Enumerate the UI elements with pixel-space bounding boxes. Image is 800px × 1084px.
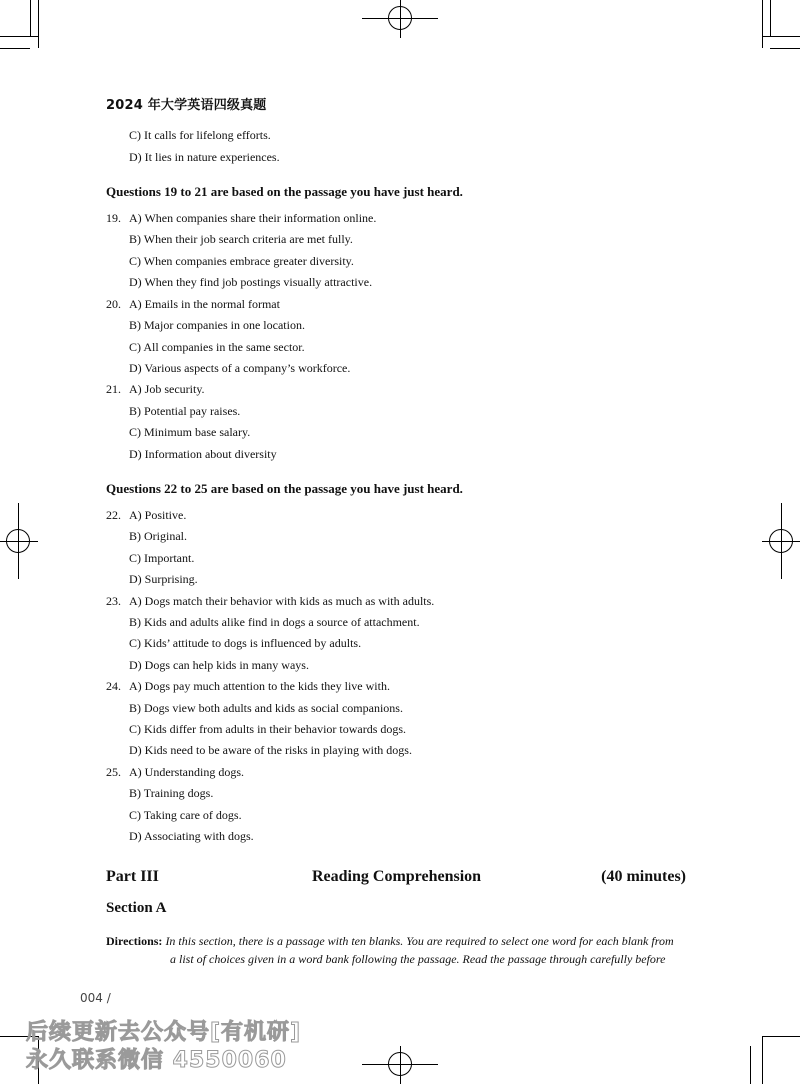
question-number: 24. [106,679,121,693]
question-group-heading: Questions 22 to 25 are based on the passage you have just heard. [106,481,463,496]
option: B) Dogs view both adults and kids as social companions. [129,701,403,715]
option: B) Training dogs. [129,786,214,800]
question-number: 20. [106,297,121,311]
option: A) Dogs match their behavior with kids as much as with adults. [129,594,435,608]
option: B) Original. [129,529,187,543]
option: C) Minimum base salary. [129,425,251,439]
directions-line-2: a list of choices given in a word bank following the passage. Read the passage through carefully before [170,952,666,966]
directions-label: Directions: [106,934,163,948]
option: C) Kids’ attitude to dogs is influenced by adults. [129,636,362,650]
option: A) Job security. [129,382,205,396]
option: C) It calls for lifelong efforts. [129,128,271,142]
directions [106,930,686,952]
option: D) Information about diversity [129,447,277,461]
directions-line-1: In this section, there is a passage with ten blanks. You are required to select one word for each blank from [165,934,674,948]
option: D) Surprising. [129,572,198,586]
option: D) It lies in nature experiences. [129,150,280,164]
watermark-line-1: 后续更新去公众号[有机研] [26,1020,302,1045]
option: D) Associating with dogs. [129,829,254,843]
question-number: 23. [106,594,121,608]
option: A) Emails in the normal format [129,297,280,311]
option: A) Positive. [129,508,187,522]
option: C) Kids differ from adults in their behavior towards dogs. [129,722,407,736]
option: D) When they find job postings visually attractive. [129,275,373,289]
question-number: 21. [106,382,121,396]
question-number: 22. [106,508,121,522]
question-number: 19. [106,211,121,225]
option: C) Important. [129,551,195,565]
option: A) When companies share their information online. [129,211,377,225]
part-header [106,868,686,888]
question-number: 25. [106,765,121,779]
running-title: 2024 年大学英语四级真题 [106,98,267,113]
section-title: Section A [106,900,167,916]
question-group-heading: Questions 19 to 21 are based on the passage you have just heard. [106,184,463,199]
option: A) Dogs pay much attention to the kids they live with. [129,679,390,693]
watermark-line-2: 永久联系微信 4550060 [26,1048,287,1073]
part-time: (40 minutes) [601,868,686,885]
option: D) Kids need to be aware of the risks in playing with dogs. [129,743,412,757]
option: D) Dogs can help kids in many ways. [129,658,309,672]
option: B) Major companies in one location. [129,318,305,332]
page-number: 004 / [80,991,111,1005]
option: A) Understanding dogs. [129,765,244,779]
option: C) Taking care of dogs. [129,808,242,822]
option: B) Kids and adults alike find in dogs a source of attachment. [129,615,420,629]
option: B) Potential pay raises. [129,404,241,418]
part-title: Reading Comprehension [312,868,482,885]
option: D) Various aspects of a company’s workforce. [129,361,351,375]
part-label: Part III [106,868,159,885]
option: C) All companies in the same sector. [129,340,305,354]
option: C) When companies embrace greater diversity. [129,254,354,268]
option: B) When their job search criteria are met fully. [129,232,353,246]
